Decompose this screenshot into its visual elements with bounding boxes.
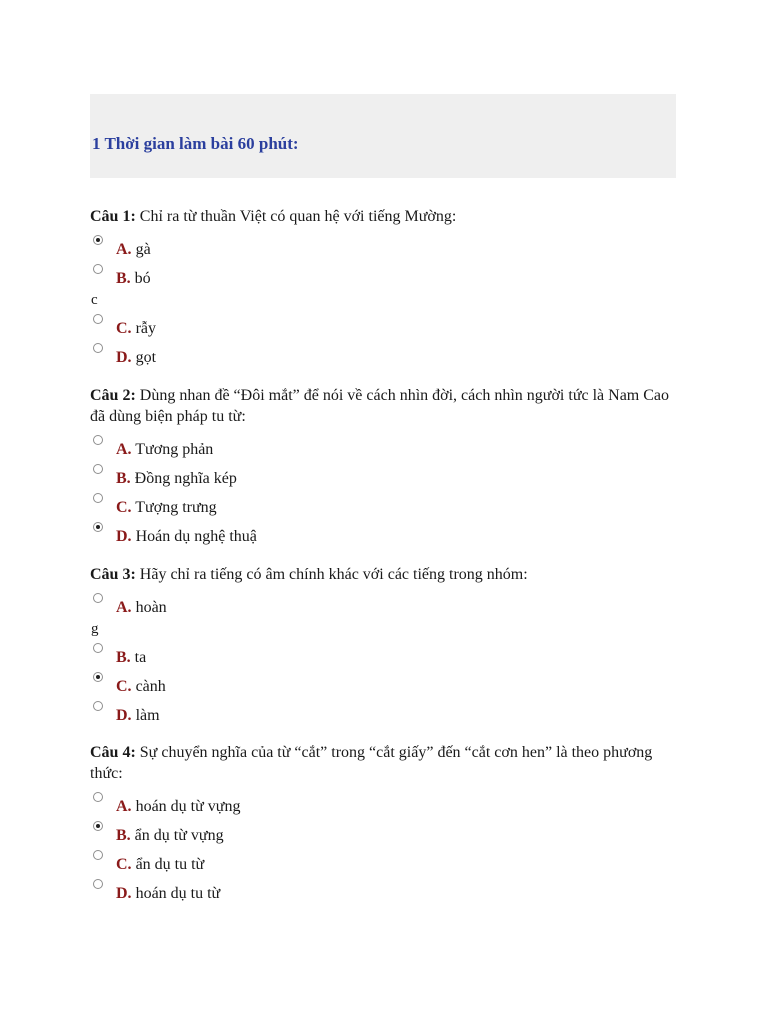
option-text: ẩn dụ tu từ <box>135 856 205 873</box>
option-text: ẩn dụ từ vựng <box>134 827 224 844</box>
stray-character: c <box>91 292 98 308</box>
radio-checked-icon[interactable] <box>93 522 103 532</box>
option-text: hoàn <box>135 599 167 616</box>
question-4-text <box>90 742 676 784</box>
question-4 <box>90 742 676 905</box>
radio-unchecked-icon[interactable] <box>93 264 103 274</box>
option-text: làm <box>135 707 160 724</box>
question-2-option-b[interactable] <box>90 461 676 490</box>
option-letter: A. <box>116 798 132 815</box>
option-text: gà <box>135 241 151 258</box>
option-text: ta <box>134 649 147 666</box>
radio-unchecked-icon[interactable] <box>93 643 103 653</box>
option-text: Hoán dụ nghệ thuậ <box>135 528 257 545</box>
option-text: Tương phản <box>135 441 214 458</box>
option-letter: A. <box>116 441 132 458</box>
radio-unchecked-icon[interactable] <box>93 701 103 711</box>
radio-checked-icon[interactable] <box>93 235 103 245</box>
question-2-prompt: Dùng nhan đề “Đôi mắt” để nói về cách nhìn đời, cách nhìn người tức là Nam Cao đã dùng biện pháp tu từ: <box>90 387 670 425</box>
question-4-option-a[interactable] <box>90 789 676 818</box>
question-1-option-b[interactable] <box>90 261 676 290</box>
question-3-option-b[interactable] <box>90 640 676 669</box>
question-3-option-a[interactable] <box>90 590 676 619</box>
radio-checked-icon[interactable] <box>93 672 103 682</box>
question-3-text <box>90 564 676 585</box>
radio-unchecked-icon[interactable] <box>93 343 103 353</box>
radio-unchecked-icon[interactable] <box>93 464 103 474</box>
question-4-option-d[interactable] <box>90 876 676 905</box>
option-letter: C. <box>116 499 132 516</box>
quiz-header <box>90 94 676 178</box>
question-4-prompt: Sự chuyển nghĩa của từ “cắt” trong “cắt giấy” đến “cắt cơn hen” là theo phương thức: <box>90 744 653 782</box>
question-3-label: Câu 3: <box>90 566 136 583</box>
option-letter: A. <box>116 241 132 258</box>
option-letter: D. <box>116 528 132 545</box>
option-letter: B. <box>116 270 131 287</box>
radio-unchecked-icon[interactable] <box>93 314 103 324</box>
option-letter: B. <box>116 470 131 487</box>
question-4-option-b[interactable] <box>90 818 676 847</box>
question-1-option-a[interactable] <box>90 232 676 261</box>
option-letter: D. <box>116 885 132 902</box>
quiz-title: 1 Thời gian làm bài 60 phút: <box>92 134 299 153</box>
question-4-label: Câu 4: <box>90 744 136 761</box>
question-1-option-c[interactable] <box>90 311 676 340</box>
question-3-option-c[interactable] <box>90 669 676 698</box>
question-2-text <box>90 385 676 427</box>
radio-unchecked-icon[interactable] <box>93 435 103 445</box>
radio-unchecked-icon[interactable] <box>93 850 103 860</box>
option-text: Đồng nghĩa kép <box>134 470 237 487</box>
question-1-label: Câu 1: <box>90 208 136 225</box>
question-2-label: Câu 2: <box>90 387 136 404</box>
option-letter: C. <box>116 678 132 695</box>
question-2-option-d[interactable] <box>90 519 676 548</box>
question-1-text <box>90 206 676 227</box>
radio-unchecked-icon[interactable] <box>93 879 103 889</box>
radio-unchecked-icon[interactable] <box>93 493 103 503</box>
question-1-prompt: Chỉ ra từ thuần Việt có quan hệ với tiếng Mường: <box>139 208 457 225</box>
option-text: gọt <box>135 349 157 366</box>
option-text: cành <box>135 678 166 695</box>
radio-unchecked-icon[interactable] <box>93 593 103 603</box>
radio-unchecked-icon[interactable] <box>93 792 103 802</box>
question-1-option-d[interactable] <box>90 340 676 369</box>
question-2-option-a[interactable] <box>90 432 676 461</box>
option-text: hoán dụ tu từ <box>135 885 221 902</box>
question-1 <box>90 206 676 369</box>
option-letter: D. <box>116 349 132 366</box>
radio-checked-icon[interactable] <box>93 821 103 831</box>
question-3-prompt: Hãy chỉ ra tiếng có âm chính khác với các tiếng trong nhóm: <box>139 566 528 583</box>
option-letter: C. <box>116 856 132 873</box>
option-letter: A. <box>116 599 132 616</box>
option-text: hoán dụ từ vựng <box>135 798 241 815</box>
option-text: Tượng trưng <box>135 499 217 516</box>
question-3-option-d[interactable] <box>90 698 676 727</box>
stray-character: g <box>91 621 99 637</box>
option-letter: B. <box>116 649 131 666</box>
option-text: rẫy <box>135 320 156 337</box>
option-text: bó <box>134 270 151 287</box>
option-letter: C. <box>116 320 132 337</box>
question-2 <box>90 385 676 548</box>
question-3 <box>90 564 676 727</box>
question-4-option-c[interactable] <box>90 847 676 876</box>
option-letter: B. <box>116 827 131 844</box>
question-2-option-c[interactable] <box>90 490 676 519</box>
option-letter: D. <box>116 707 132 724</box>
